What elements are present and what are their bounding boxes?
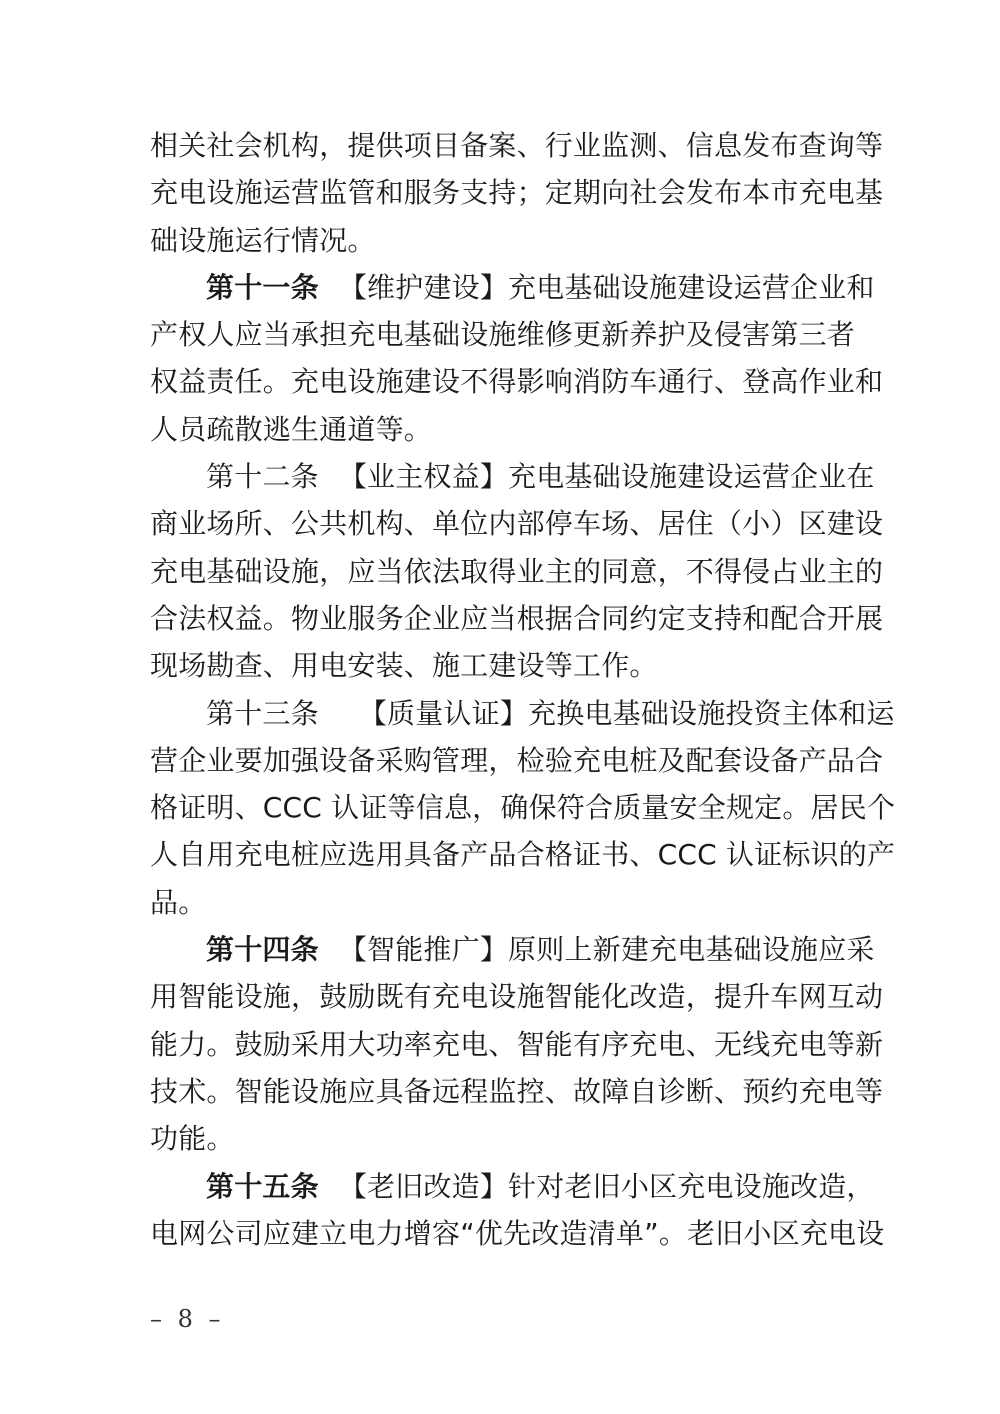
text-line: 础设施运行情况。 bbox=[150, 223, 376, 257]
article-number: 第十四条 bbox=[206, 933, 319, 967]
article-heading: 【业主权益】 bbox=[338, 460, 509, 494]
article-heading: 【质量认证】 bbox=[358, 696, 529, 730]
body-text bbox=[150, 122, 896, 1257]
article-text: 原则上新建充电基础设施应采 bbox=[508, 933, 875, 967]
text-line: 权益责任。充电设施建设不得影响消防车通行、登高作业和 bbox=[150, 365, 884, 399]
text-line: 充电基础设施，应当依法取得业主的同意，不得侵占业主的 bbox=[150, 554, 884, 588]
article-14-first-line bbox=[150, 926, 875, 973]
text-line: 相关社会机构，提供项目备案、行业监测、信息发布查询等 bbox=[150, 129, 884, 162]
article-heading: 【维护建设】 bbox=[338, 270, 509, 304]
text-line: 品。 bbox=[150, 885, 207, 919]
article-number: 第十二条 bbox=[206, 460, 319, 494]
text-line: 充电设施运营监管和服务支持；定期向社会发布本市充电基 bbox=[150, 176, 884, 210]
article-number: 第十三条 bbox=[206, 696, 319, 730]
text-line: 营企业要加强设备采购管理，检验充电桩及配套设备产品合 bbox=[150, 743, 884, 777]
article-number: 第十一条 bbox=[206, 270, 319, 304]
article-heading: 【智能推广】 bbox=[338, 933, 509, 967]
text-line: 电网公司应建立电力增容“优先改造清单”。老旧小区充电设 bbox=[150, 1216, 885, 1250]
text-line: 功能。 bbox=[150, 1122, 235, 1156]
article-13-first-line bbox=[150, 690, 895, 737]
text-line: 人自用充电桩应选用具备产品合格证书、CCC 认证标识的产 bbox=[150, 838, 896, 872]
text-line: 格证明、CCC 认证等信息，确保符合质量安全规定。居民个 bbox=[150, 791, 896, 825]
text-line: 能力。鼓励采用大功率充电、智能有序充电、无线充电等新 bbox=[150, 1027, 884, 1061]
text-line: 人员疏散逃生通道等。 bbox=[150, 412, 433, 446]
article-text: 充电基础设施建设运营企业和 bbox=[508, 270, 875, 304]
article-number: 第十五条 bbox=[206, 1169, 319, 1203]
text-line: 技术。智能设施应具备远程监控、故障自诊断、预约充电等 bbox=[150, 1074, 884, 1108]
article-12-first-line bbox=[150, 453, 875, 500]
article-text: 充电基础设施建设运营企业在 bbox=[508, 460, 875, 494]
article-text: 充换电基础设施投资主体和运 bbox=[528, 696, 895, 730]
text-line: 商业场所、公共机构、单位内部停车场、居住（小）区建设 bbox=[150, 507, 884, 541]
article-11-first-line bbox=[150, 264, 875, 311]
text-line: 合法权益。物业服务企业应当根据合同约定支持和配合开展 bbox=[150, 601, 884, 635]
article-text: 针对老旧小区充电设施改造， bbox=[508, 1169, 875, 1203]
article-heading: 【老旧改造】 bbox=[338, 1169, 509, 1203]
page-number: – 8 – bbox=[150, 1305, 225, 1333]
text-line: 现场勘查、用电安装、施工建设等工作。 bbox=[150, 649, 658, 683]
article-15-first-line bbox=[150, 1163, 875, 1210]
text-line: 产权人应当承担充电基础设施维修更新养护及侵害第三者 bbox=[150, 318, 856, 352]
text-line: 用智能设施，鼓励既有充电设施智能化改造，提升车网互动 bbox=[150, 980, 884, 1014]
